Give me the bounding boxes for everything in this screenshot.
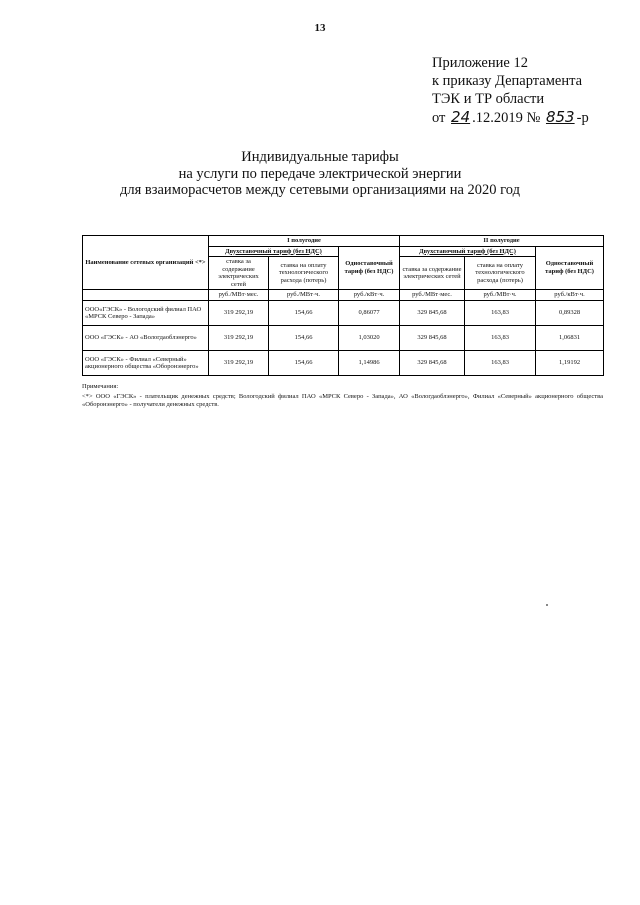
row-org: ООО«ГЭСК» - Вологодский филиал ПАО «МРСК Северо - Запада» <box>83 301 209 326</box>
row-h2-maint: 329 845,68 <box>400 351 465 376</box>
row-h2-maint: 329 845,68 <box>400 326 465 351</box>
title-line-3: для взаиморасчетов между сетевыми организациями на 2020 год <box>120 182 520 198</box>
tariffs-table <box>82 235 604 376</box>
header-half-1: I полугодие <box>209 236 400 247</box>
scan-speck <box>546 604 548 606</box>
title-line-2: на услуги по передаче электрической энергии <box>178 165 462 182</box>
appendix-date-line <box>432 108 632 127</box>
document-title <box>0 149 640 199</box>
header-maint-2: ставка за содержание электрических сетей <box>400 257 465 290</box>
header-two-part-2: Двухставочный тариф (без НДС) <box>400 246 536 257</box>
page-number: 13 <box>314 22 326 34</box>
appendix-line-1: Приложение 12 <box>432 55 528 71</box>
unit-losses-1: руб./МВт·ч. <box>269 290 339 301</box>
row-org: ООО «ГЭСК» - АО «Вологдаоблэнерго» <box>83 326 209 351</box>
row-h1-one: 1,03020 <box>339 326 400 351</box>
unit-one-2: руб./кВт·ч. <box>536 290 604 301</box>
row-h2-losses: 163,83 <box>465 301 536 326</box>
row-h2-maint: 329 845,68 <box>400 301 465 326</box>
row-h2-losses: 163,83 <box>465 351 536 376</box>
table-row <box>83 301 604 326</box>
header-losses-2: ставка на оплату технологического расхода (потерь) <box>465 257 536 290</box>
table-row <box>83 326 604 351</box>
date-day-handwritten: 24 <box>451 108 471 126</box>
row-org: ООО «ГЭСК» - Филиал «Северный» акционерного общества «Оборонэнерго» <box>83 351 209 376</box>
unit-maint-1: руб./МВт·мес. <box>209 290 269 301</box>
title-line-1: Индивидуальные тарифы <box>241 149 399 165</box>
row-h2-one: 1,19192 <box>536 351 604 376</box>
appendix-header <box>432 54 632 127</box>
date-prefix: от <box>432 110 446 126</box>
row-h2-losses: 163,83 <box>465 326 536 351</box>
header-two-part-1: Двухставочный тариф (без НДС) <box>209 246 339 257</box>
notes-text: <*> ООО «ГЭСК» - плательщик денежных средств; Вологодский филиал ПАО «МРСК Северо - Запада», АО «Вологдаоблэнерго», Филиал «Северный» акционерного общества «Оборонэнерго» - получатели денежных средств. <box>82 392 603 408</box>
row-h1-losses: 154,66 <box>269 326 339 351</box>
unit-losses-2: руб./МВт·ч. <box>465 290 536 301</box>
table-row <box>83 351 604 376</box>
notes-heading: Примечания: <box>82 383 119 390</box>
row-h1-one: 0,86077 <box>339 301 400 326</box>
row-h1-one: 1,14986 <box>339 351 400 376</box>
order-suffix: -р <box>576 110 589 126</box>
unit-maint-2: руб./МВт·мес. <box>400 290 465 301</box>
date-rest: .12.2019 № <box>472 110 541 126</box>
header-one-part-2: Одноставочный тариф (без НДС) <box>536 246 604 290</box>
row-h1-losses: 154,66 <box>269 301 339 326</box>
appendix-line-2: к приказу Департамента <box>432 73 583 89</box>
order-number-handwritten: 853 <box>545 108 575 126</box>
header-losses-1: ставка на оплату технологического расхода (потерь) <box>269 257 339 290</box>
notes-section <box>82 383 603 410</box>
row-h1-losses: 154,66 <box>269 351 339 376</box>
row-h1-maint: 319 292,19 <box>209 351 269 376</box>
unit-one-1: руб./кВт·ч. <box>339 290 400 301</box>
row-h1-maint: 319 292,19 <box>209 301 269 326</box>
header-org: Наименование сетевых организаций <*> <box>83 236 209 290</box>
appendix-line-3: ТЭК и ТР области <box>432 91 545 107</box>
row-h2-one: 0,89328 <box>536 301 604 326</box>
row-h2-one: 1,06831 <box>536 326 604 351</box>
unit-blank <box>83 290 209 301</box>
header-one-part-1: Одноставочный тариф (без НДС) <box>339 246 400 290</box>
header-half-2: II полугодие <box>400 236 604 247</box>
header-maint-1: ставка за содержание электрических сетей <box>209 257 269 290</box>
row-h1-maint: 319 292,19 <box>209 326 269 351</box>
